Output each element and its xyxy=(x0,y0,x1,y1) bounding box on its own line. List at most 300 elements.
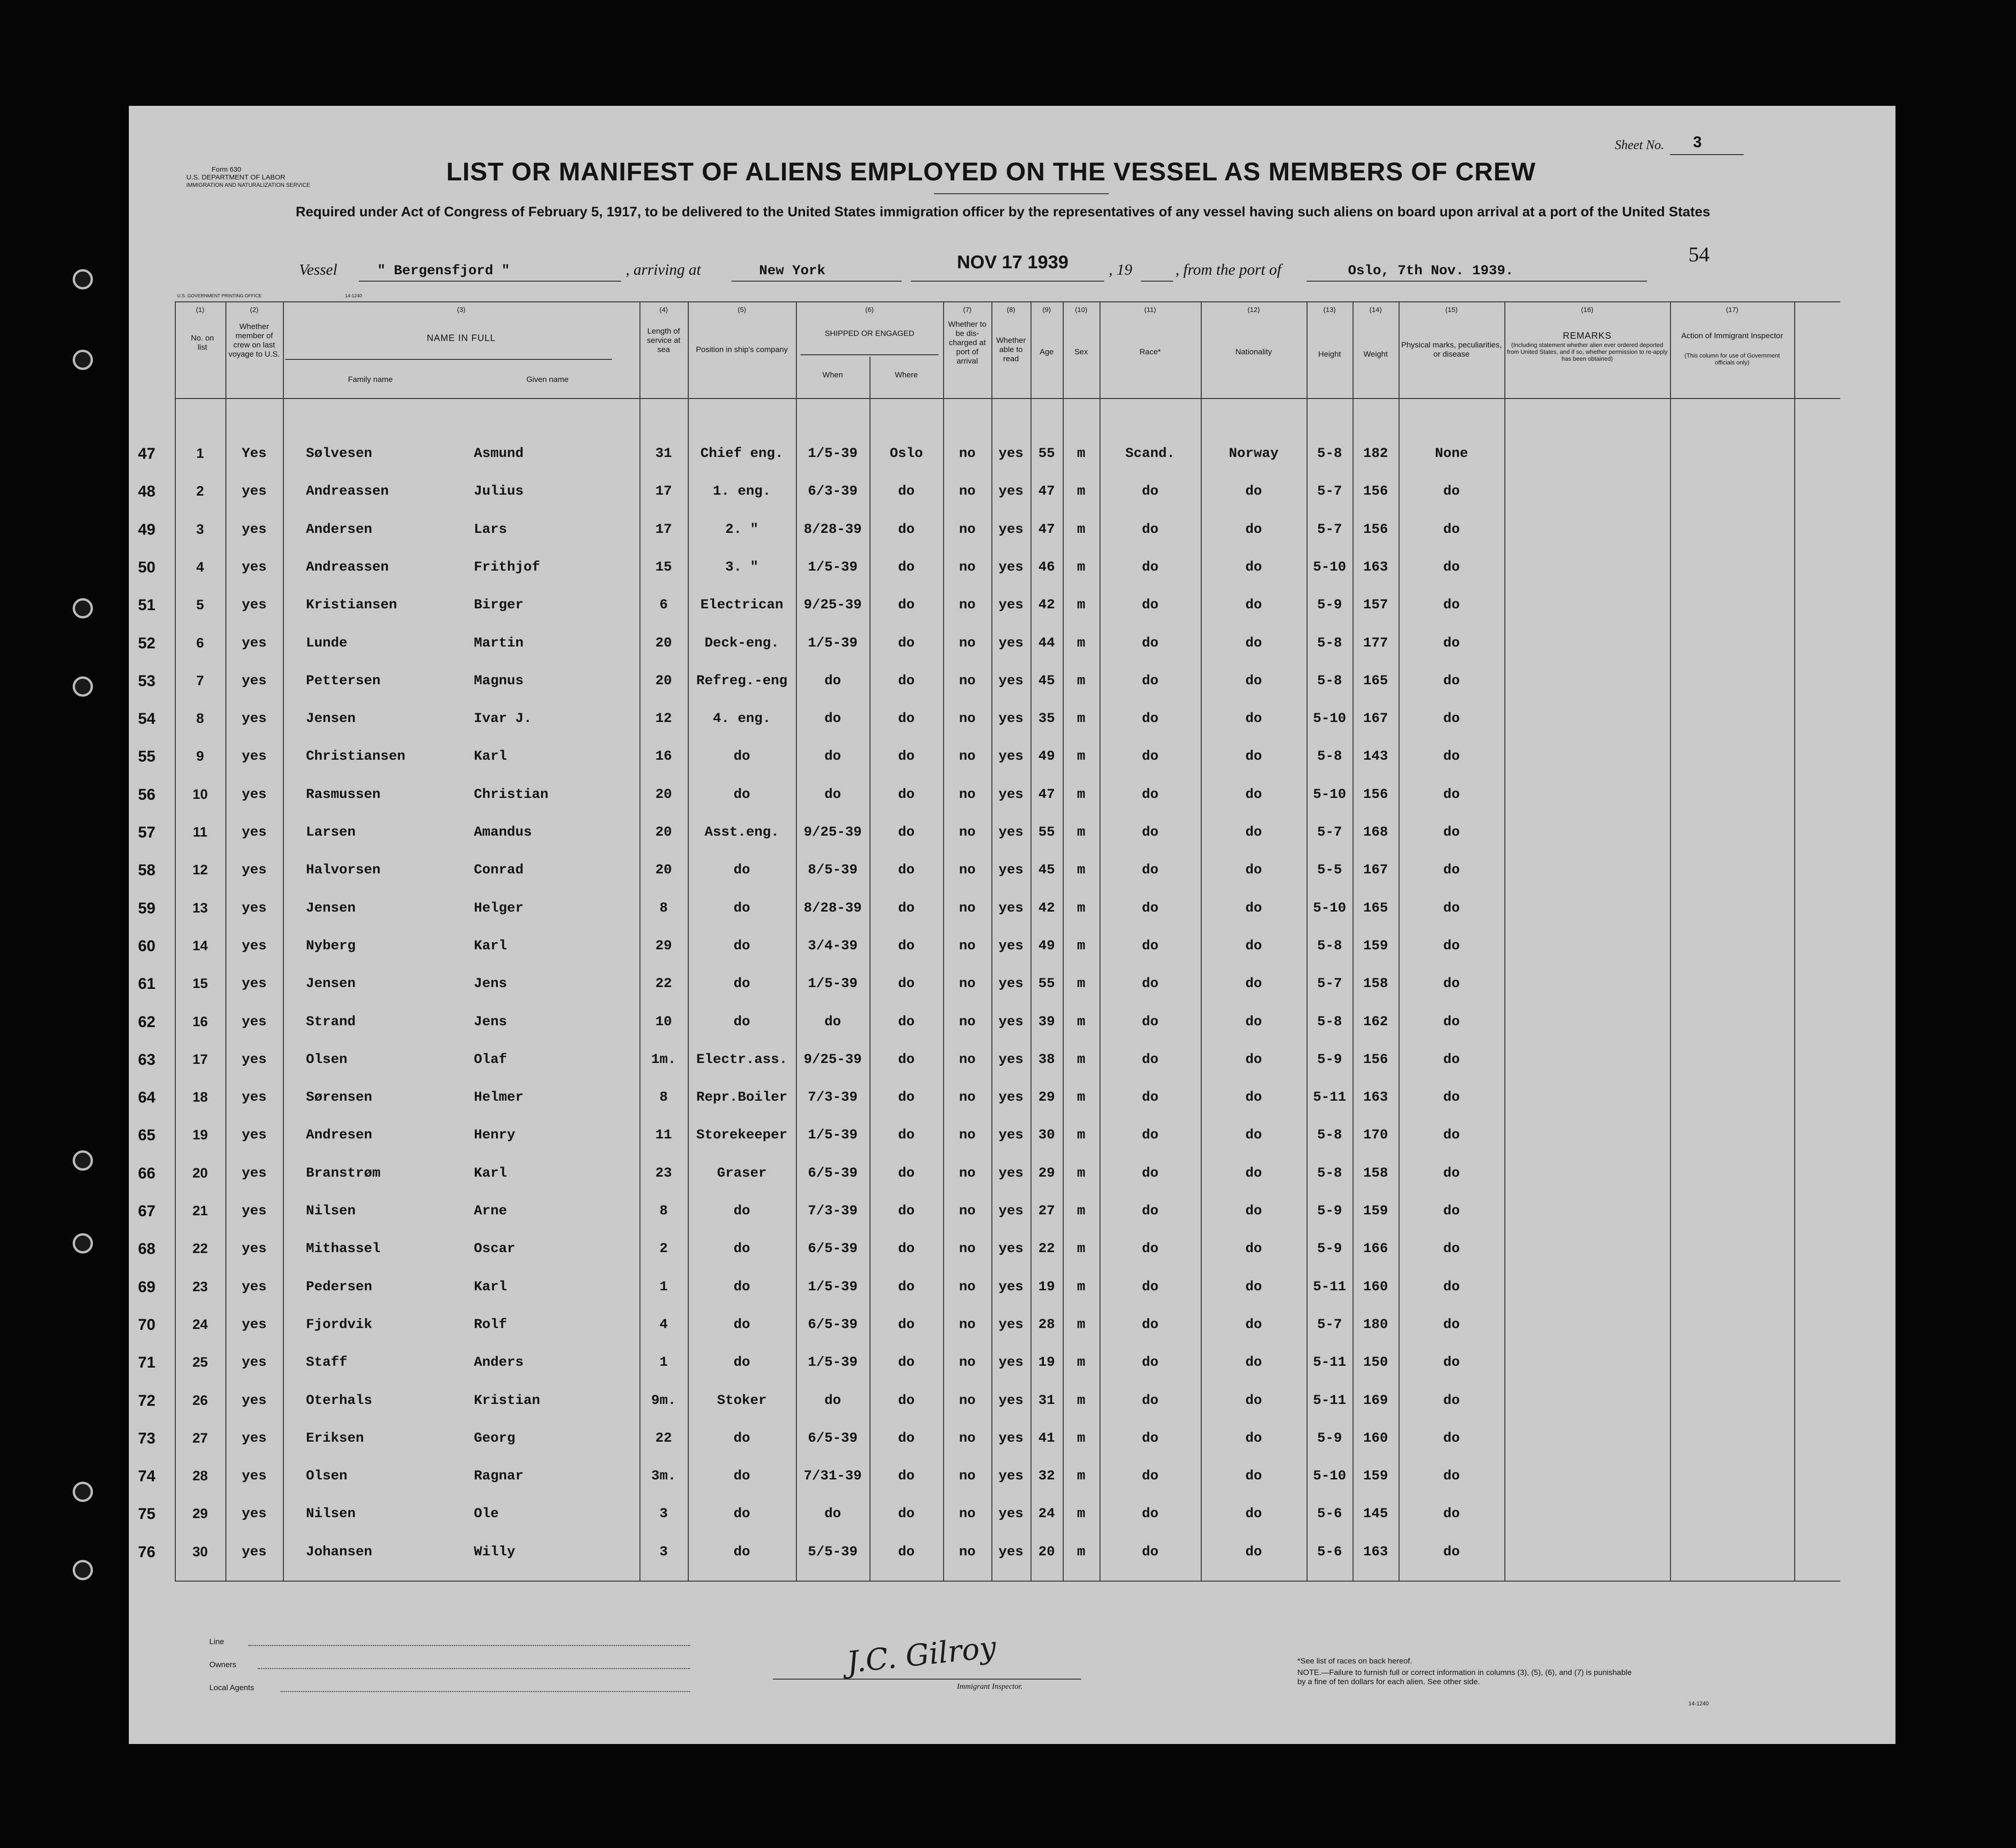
header-length-of-service: Length of service at sea xyxy=(647,327,680,354)
last-voyage-member: yes xyxy=(242,1355,267,1371)
length-of-service: 1 xyxy=(659,1355,668,1371)
height: 5-8 xyxy=(1317,673,1342,689)
given-name: Henry xyxy=(474,1127,516,1143)
physical-marks: do xyxy=(1443,1468,1460,1484)
weight: 162 xyxy=(1363,1014,1388,1030)
height: 5-10 xyxy=(1313,711,1346,727)
age: 42 xyxy=(1038,900,1055,916)
to-be-discharged: no xyxy=(959,1203,976,1219)
shipped-where: do xyxy=(898,1051,915,1068)
weight: 158 xyxy=(1363,1165,1388,1181)
height: 5-7 xyxy=(1317,1317,1342,1333)
weight: 143 xyxy=(1363,749,1388,765)
given-name: Karl xyxy=(474,1279,507,1295)
nationality: do xyxy=(1245,749,1262,765)
age: 28 xyxy=(1038,1317,1055,1333)
line-rule xyxy=(248,1645,690,1646)
family-name: Christiansen xyxy=(306,749,406,765)
height: 5-8 xyxy=(1317,749,1342,765)
race: do xyxy=(1141,1279,1158,1295)
race: do xyxy=(1141,976,1158,992)
sex: m xyxy=(1077,825,1085,840)
ship-position: do xyxy=(733,1468,750,1484)
race: do xyxy=(1141,1506,1158,1522)
shipped-when: 8/28-39 xyxy=(803,521,862,537)
given-name: Julius xyxy=(474,484,524,500)
physical-marks: do xyxy=(1443,749,1460,765)
able-to-read: yes xyxy=(998,938,1024,954)
length-of-service: 23 xyxy=(655,1165,672,1181)
given-name: Magnus xyxy=(474,673,524,689)
nationality: do xyxy=(1245,1241,1262,1257)
shipped-when: 6/5-39 xyxy=(807,1165,858,1181)
sex: m xyxy=(1077,1355,1085,1371)
last-voyage-member: yes xyxy=(242,559,267,575)
last-voyage-member: yes xyxy=(242,711,267,727)
last-voyage-member: yes xyxy=(242,597,267,613)
race: do xyxy=(1141,559,1158,575)
col-number: (1) xyxy=(196,306,205,314)
age: 47 xyxy=(1038,484,1055,500)
shipped-where: do xyxy=(898,1392,915,1409)
weight: 163 xyxy=(1363,559,1388,575)
given-name: Georg xyxy=(474,1430,516,1446)
family-name: Olsen xyxy=(306,1468,348,1484)
age: 29 xyxy=(1038,1165,1055,1181)
age: 20 xyxy=(1038,1544,1055,1560)
local-agents-rule xyxy=(281,1691,690,1692)
length-of-service: 9m. xyxy=(651,1392,676,1409)
nationality: do xyxy=(1245,597,1262,613)
owners-rule xyxy=(258,1668,690,1669)
height: 5-8 xyxy=(1317,635,1342,651)
last-voyage-member: yes xyxy=(242,825,267,840)
shipped-when: 1/5-39 xyxy=(807,976,858,992)
able-to-read: yes xyxy=(998,484,1024,500)
row-number: 20 xyxy=(192,1165,208,1181)
margin-number: 47 xyxy=(138,445,156,462)
to-be-discharged: no xyxy=(959,1241,976,1257)
shipped-where: do xyxy=(898,673,915,689)
shipped-where: do xyxy=(898,786,915,803)
margin-number: 53 xyxy=(138,672,156,690)
sex: m xyxy=(1077,1506,1085,1522)
race: do xyxy=(1141,1430,1158,1446)
physical-marks: do xyxy=(1443,1392,1460,1409)
shipped-when: 6/5-39 xyxy=(807,1430,858,1446)
header-given-name: Given name xyxy=(526,375,569,384)
row-number: 6 xyxy=(196,635,204,651)
length-of-service: 4 xyxy=(659,1317,668,1333)
physical-marks: do xyxy=(1443,1279,1460,1295)
sex: m xyxy=(1077,786,1085,803)
last-voyage-member: yes xyxy=(242,1051,267,1068)
given-name: Rolf xyxy=(474,1317,507,1333)
family-name: Jensen xyxy=(306,711,356,727)
height: 5-10 xyxy=(1313,786,1346,803)
family-name: Halvorsen xyxy=(306,862,381,878)
last-voyage-member: yes xyxy=(242,1279,267,1295)
shipped-when: 9/25-39 xyxy=(803,597,862,613)
sex: m xyxy=(1077,635,1085,651)
header-action-note: (This column for use of Government officials only) xyxy=(1684,352,1780,366)
family-name: Rasmussen xyxy=(306,786,381,803)
physical-marks: do xyxy=(1443,521,1460,537)
able-to-read: yes xyxy=(998,673,1024,689)
sex: m xyxy=(1077,446,1085,462)
to-be-discharged: no xyxy=(959,1279,976,1295)
to-be-discharged: no xyxy=(959,1468,976,1484)
row-number: 17 xyxy=(192,1051,208,1067)
to-be-discharged: no xyxy=(959,1355,976,1371)
height: 5-10 xyxy=(1313,900,1346,916)
physical-marks: do xyxy=(1443,900,1460,916)
table-bottom-rule xyxy=(175,1581,1840,1582)
length-of-service: 12 xyxy=(655,711,672,727)
service-name: IMMIGRATION AND NATURALIZATION SERVICE xyxy=(186,182,311,188)
margin-number: 66 xyxy=(138,1164,156,1182)
family-name: Andersen xyxy=(306,521,373,537)
ship-position: do xyxy=(733,1241,750,1257)
sex: m xyxy=(1077,1544,1085,1560)
sex: m xyxy=(1077,1127,1085,1143)
shipped-when: 8/28-39 xyxy=(803,900,862,916)
age: 29 xyxy=(1038,1090,1055,1106)
shipped-where: do xyxy=(898,1165,915,1181)
weight: 160 xyxy=(1363,1430,1388,1446)
nationality: do xyxy=(1245,521,1262,537)
sex: m xyxy=(1077,1279,1085,1295)
header-no-on-list: No. on list xyxy=(190,334,214,352)
header-shipped-or-engaged: SHIPPED OR ENGAGED xyxy=(824,329,915,338)
shipped-when: 1/5-39 xyxy=(807,559,858,575)
shipped-when: do xyxy=(824,1392,841,1409)
margin-number: 73 xyxy=(138,1429,156,1447)
ship-position: Electr.ass. xyxy=(696,1051,788,1068)
length-of-service: 17 xyxy=(655,484,672,500)
length-of-service: 11 xyxy=(655,1127,672,1143)
length-of-service: 20 xyxy=(655,825,672,840)
ship-position: do xyxy=(733,1430,750,1446)
row-number: 16 xyxy=(192,1014,208,1029)
sex: m xyxy=(1077,1317,1085,1333)
sex: m xyxy=(1077,1051,1085,1068)
given-name: Amandus xyxy=(474,825,532,840)
family-name: Staff xyxy=(306,1355,348,1371)
header-when: When xyxy=(822,370,843,379)
nationality: do xyxy=(1245,1392,1262,1409)
ship-position: do xyxy=(733,1506,750,1522)
shipped-where: do xyxy=(898,711,915,727)
ship-position: do xyxy=(733,1355,750,1371)
shipped-when: do xyxy=(824,673,841,689)
able-to-read: yes xyxy=(998,1468,1024,1484)
family-name: Andreassen xyxy=(306,484,389,500)
ship-position: do xyxy=(733,862,750,878)
shipped-when: 5/5-39 xyxy=(807,1544,858,1560)
shipped-where: do xyxy=(898,1090,915,1106)
physical-marks: do xyxy=(1443,559,1460,575)
family-name: Nilsen xyxy=(306,1506,356,1522)
header-member-last-voyage: Whether member of crew on last voyage to U.S. xyxy=(228,322,280,358)
sex: m xyxy=(1077,1430,1085,1446)
col-number: (10) xyxy=(1075,306,1088,314)
col-number: (5) xyxy=(737,306,746,314)
family-name: Nilsen xyxy=(306,1203,356,1219)
age: 22 xyxy=(1038,1241,1055,1257)
weight: 182 xyxy=(1363,446,1388,462)
to-be-discharged: no xyxy=(959,1165,976,1181)
shipped-where: Oslo xyxy=(889,446,923,462)
given-name: Ivar J. xyxy=(474,711,532,727)
age: 46 xyxy=(1038,559,1055,575)
length-of-service: 8 xyxy=(659,900,668,916)
weight: 150 xyxy=(1363,1355,1388,1371)
binder-hole-icon xyxy=(73,676,93,697)
family-name: Fjordvik xyxy=(306,1317,373,1333)
race: do xyxy=(1141,825,1158,840)
age: 45 xyxy=(1038,673,1055,689)
nationality: do xyxy=(1245,976,1262,992)
sheet-number-label: Sheet No. xyxy=(1615,138,1665,152)
to-be-discharged: no xyxy=(959,749,976,765)
shipped-when: 6/5-39 xyxy=(807,1241,858,1257)
age: 47 xyxy=(1038,786,1055,803)
shipped-where: do xyxy=(898,521,915,537)
sex: m xyxy=(1077,1241,1085,1257)
sex: m xyxy=(1077,1203,1085,1219)
length-of-service: 3 xyxy=(659,1544,668,1560)
races-note: *See list of races on back hereof. xyxy=(1297,1657,1412,1665)
physical-marks: do xyxy=(1443,1241,1460,1257)
able-to-read: yes xyxy=(998,976,1024,992)
race: do xyxy=(1141,1090,1158,1106)
height: 5-11 xyxy=(1313,1355,1346,1371)
race: do xyxy=(1141,1241,1158,1257)
margin-number: 54 xyxy=(138,710,156,728)
length-of-service: 8 xyxy=(659,1203,668,1219)
sex: m xyxy=(1077,711,1085,727)
able-to-read: yes xyxy=(998,1392,1024,1409)
sex: m xyxy=(1077,597,1085,613)
row-number: 28 xyxy=(192,1468,208,1484)
nationality: do xyxy=(1245,1279,1262,1295)
local-agents-label: Local Agents xyxy=(209,1683,254,1692)
able-to-read: yes xyxy=(998,711,1024,727)
shipped-where: do xyxy=(898,938,915,954)
nationality: do xyxy=(1245,559,1262,575)
length-of-service: 3 xyxy=(659,1506,668,1522)
ship-position: do xyxy=(733,1279,750,1295)
shipped-when: do xyxy=(824,749,841,765)
owners-label: Owners xyxy=(209,1660,236,1669)
weight: 163 xyxy=(1363,1544,1388,1560)
sex: m xyxy=(1077,673,1085,689)
weight: 167 xyxy=(1363,862,1388,878)
height: 5-9 xyxy=(1317,1241,1342,1257)
shipped-where: do xyxy=(898,825,915,840)
shipped-when: 3/4-39 xyxy=(807,938,858,954)
family-name: Kristiansen xyxy=(306,597,397,613)
age: 47 xyxy=(1038,521,1055,537)
able-to-read: yes xyxy=(998,597,1024,613)
race: Scand. xyxy=(1125,446,1175,462)
able-to-read: yes xyxy=(998,1165,1024,1181)
nationality: do xyxy=(1245,673,1262,689)
weight: 159 xyxy=(1363,938,1388,954)
length-of-service: 6 xyxy=(659,597,668,613)
height: 5-7 xyxy=(1317,484,1342,500)
shipped-when: 9/25-39 xyxy=(803,825,862,840)
race: do xyxy=(1141,1127,1158,1143)
race: do xyxy=(1141,484,1158,500)
weight: 177 xyxy=(1363,635,1388,651)
height: 5-8 xyxy=(1317,446,1342,462)
weight: 157 xyxy=(1363,597,1388,613)
given-name: Lars xyxy=(474,521,507,537)
signature-rule xyxy=(773,1679,1081,1680)
header-where: Where xyxy=(894,370,918,379)
from-port-label: , from the port of xyxy=(1175,261,1282,278)
able-to-read: yes xyxy=(998,1051,1024,1068)
ship-position: do xyxy=(733,1544,750,1560)
ship-position: 4. eng. xyxy=(713,711,771,727)
family-name: Pedersen xyxy=(306,1279,373,1295)
nationality: do xyxy=(1245,1506,1262,1522)
to-be-discharged: no xyxy=(959,825,976,840)
last-voyage-member: yes xyxy=(242,938,267,954)
family-name: Sølvesen xyxy=(306,446,373,462)
physical-marks: do xyxy=(1443,711,1460,727)
shipped-when: 7/3-39 xyxy=(807,1090,858,1106)
given-name: Birger xyxy=(474,597,524,613)
binder-hole-icon xyxy=(73,1233,93,1253)
ship-position: Storekeeper xyxy=(696,1127,788,1143)
last-voyage-member: yes xyxy=(242,749,267,765)
height: 5-10 xyxy=(1313,559,1346,575)
nationality: do xyxy=(1245,1203,1262,1219)
margin-number: 65 xyxy=(138,1126,156,1144)
ship-position: do xyxy=(733,786,750,803)
header-nationality: Nationality xyxy=(1235,347,1272,356)
family-name: Oterhals xyxy=(306,1392,373,1409)
shipped-when: do xyxy=(824,1506,841,1522)
margin-number: 72 xyxy=(138,1392,156,1409)
col-divider xyxy=(1504,301,1505,1581)
row-number: 27 xyxy=(192,1430,208,1446)
to-be-discharged: no xyxy=(959,597,976,613)
last-voyage-member: yes xyxy=(242,1506,267,1522)
sex: m xyxy=(1077,900,1085,916)
header-race: Race* xyxy=(1139,347,1161,356)
shipped-when: 9/25-39 xyxy=(803,1051,862,1068)
height: 5-8 xyxy=(1317,1165,1342,1181)
age: 55 xyxy=(1038,825,1055,840)
ship-position: 1. eng. xyxy=(713,484,771,500)
ship-position: Repr.Boiler xyxy=(696,1090,788,1106)
family-name: Larsen xyxy=(306,825,356,840)
col-number: (9) xyxy=(1042,306,1051,314)
nationality: do xyxy=(1245,1014,1262,1030)
form-number: Form 630 xyxy=(212,166,242,173)
arriving-port: New York xyxy=(759,263,826,279)
height: 5-11 xyxy=(1313,1279,1346,1295)
sex: m xyxy=(1077,1165,1085,1181)
height: 5-11 xyxy=(1313,1392,1346,1409)
nationality: do xyxy=(1245,1090,1262,1106)
binder-hole-icon xyxy=(73,598,93,618)
last-voyage-member: Yes xyxy=(242,446,267,462)
footer-form-code: 14-1240 xyxy=(1688,1700,1709,1707)
able-to-read: yes xyxy=(998,559,1024,575)
length-of-service: 20 xyxy=(655,786,672,803)
race: do xyxy=(1141,900,1158,916)
last-voyage-member: yes xyxy=(242,1090,267,1106)
to-be-discharged: no xyxy=(959,484,976,500)
given-name: Kristian xyxy=(474,1392,541,1409)
able-to-read: yes xyxy=(998,1203,1024,1219)
age: 38 xyxy=(1038,1051,1055,1068)
height: 5-9 xyxy=(1317,1051,1342,1068)
sex: m xyxy=(1077,1014,1085,1030)
to-be-discharged: no xyxy=(959,711,976,727)
margin-number: 76 xyxy=(138,1543,156,1561)
given-name: Arne xyxy=(474,1203,507,1219)
weight: 156 xyxy=(1363,484,1388,500)
last-voyage-member: yes xyxy=(242,862,267,878)
nationality: do xyxy=(1245,1317,1262,1333)
binder-hole-icon xyxy=(73,1150,93,1171)
shipped-where: do xyxy=(898,1279,915,1295)
race: do xyxy=(1141,711,1158,727)
family-name: Pettersen xyxy=(306,673,381,689)
row-number: 1 xyxy=(196,446,204,461)
sex: m xyxy=(1077,976,1085,992)
shipped-subheader-rule xyxy=(801,354,939,355)
margin-number: 56 xyxy=(138,785,156,803)
row-number: 9 xyxy=(196,749,204,764)
header-remarks: REMARKS xyxy=(1563,331,1612,341)
last-voyage-member: yes xyxy=(242,1127,267,1143)
margin-number: 75 xyxy=(138,1505,156,1523)
margin-number: 59 xyxy=(138,899,156,917)
nationality: do xyxy=(1245,938,1262,954)
physical-marks: do xyxy=(1443,673,1460,689)
row-number: 18 xyxy=(192,1090,208,1105)
physical-marks: do xyxy=(1443,825,1460,840)
length-of-service: 2 xyxy=(659,1241,668,1257)
margin-number: 70 xyxy=(138,1316,156,1334)
to-be-discharged: no xyxy=(959,1392,976,1409)
race: do xyxy=(1141,635,1158,651)
length-of-service: 20 xyxy=(655,862,672,878)
physical-marks: do xyxy=(1443,1127,1460,1143)
race: do xyxy=(1141,1468,1158,1484)
row-number: 29 xyxy=(192,1506,208,1522)
length-of-service: 17 xyxy=(655,521,672,537)
family-name: Jensen xyxy=(306,976,356,992)
row-number: 14 xyxy=(192,938,208,953)
physical-marks: do xyxy=(1443,1165,1460,1181)
age: 19 xyxy=(1038,1279,1055,1295)
line-label: Line xyxy=(209,1637,225,1646)
shipped-where: do xyxy=(898,1127,915,1143)
penalty-note: NOTE.—Failure to furnish full or correct information in columns (3), (5), (6), and (7) is punishable by a fine of ten dollars for each alien. See other side. xyxy=(1297,1668,1632,1686)
row-number: 10 xyxy=(192,786,208,802)
shipped-when: do xyxy=(824,711,841,727)
to-be-discharged: no xyxy=(959,976,976,992)
margin-number: 67 xyxy=(138,1202,156,1220)
